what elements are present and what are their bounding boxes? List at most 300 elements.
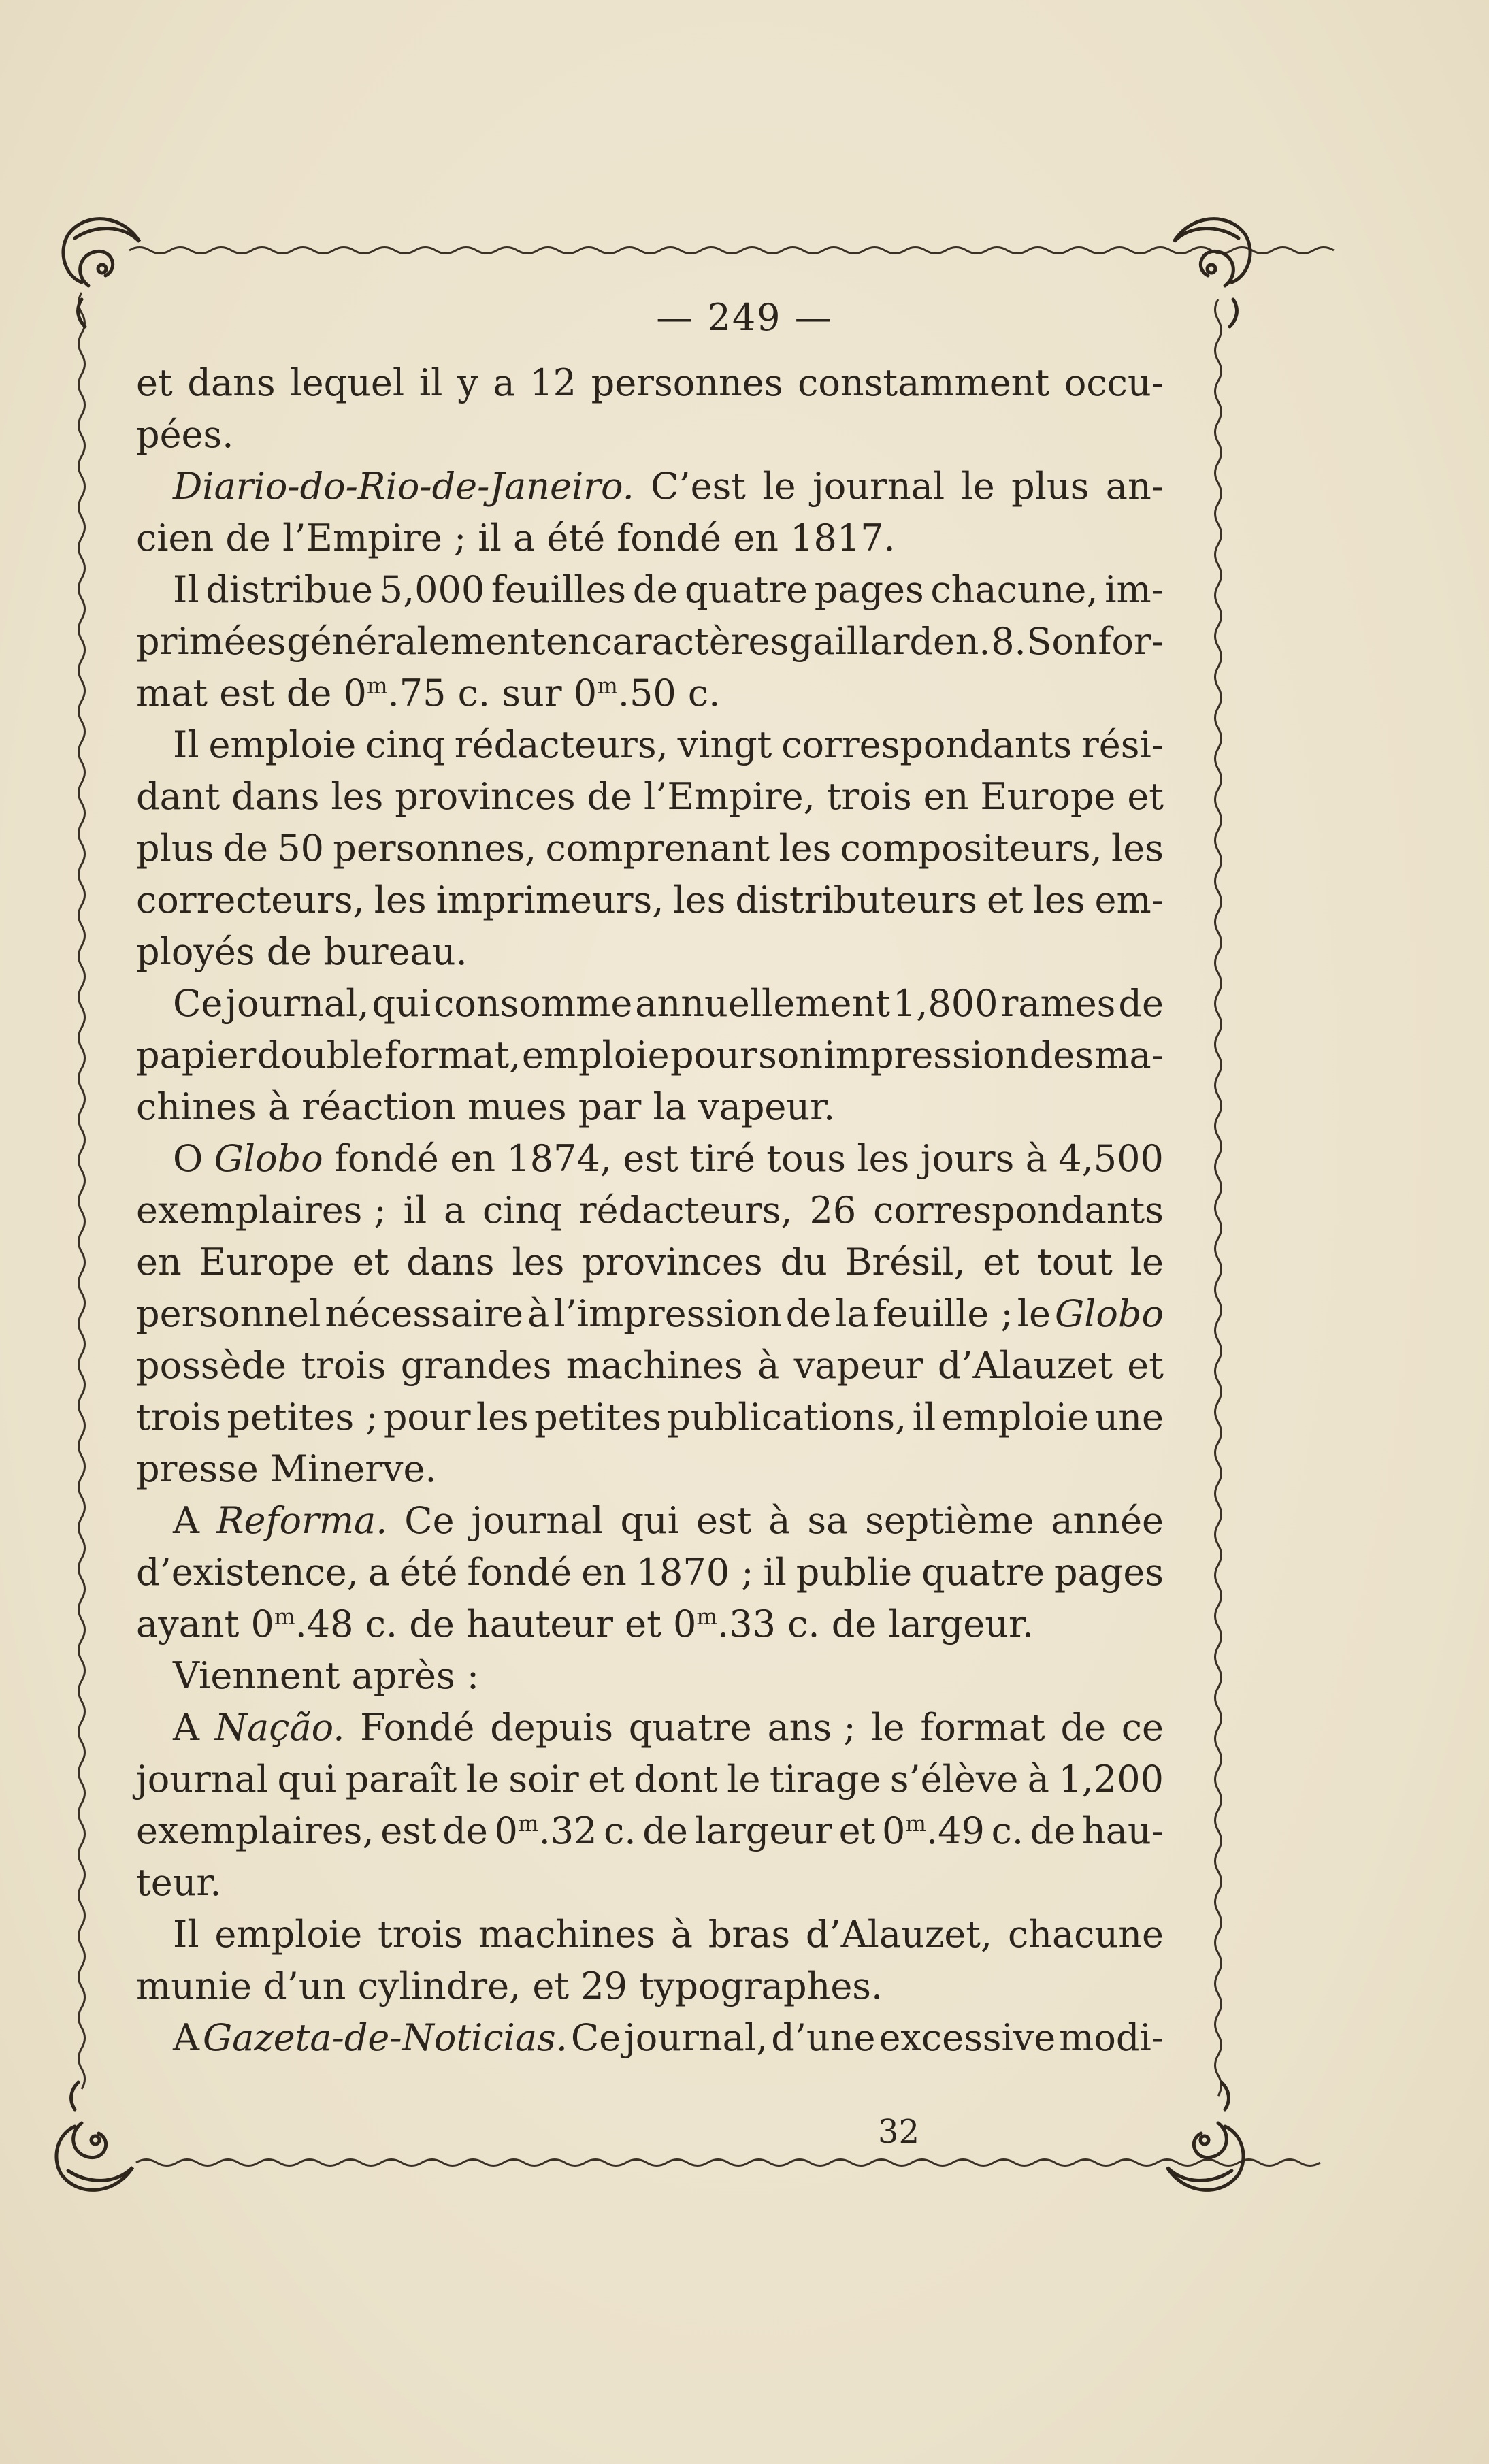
word: O: [173, 1137, 203, 1180]
word: compositeurs,: [840, 827, 1102, 870]
word: de: [286, 672, 332, 714]
word: ce: [1121, 1706, 1164, 1749]
text-line: [136, 1857, 1164, 1909]
word: personnes,: [333, 827, 537, 870]
word: emploie: [214, 1913, 363, 1956]
word: exemplaires,: [136, 1809, 374, 1852]
word: trois: [826, 775, 912, 818]
word: A: [173, 1499, 199, 1542]
word: cinq: [482, 1189, 562, 1232]
word: de: [1118, 982, 1164, 1025]
word: sa: [807, 1499, 849, 1542]
word: son: [758, 1034, 823, 1077]
word: la: [835, 1292, 869, 1335]
word: 1874,: [506, 1137, 612, 1180]
text-line: [136, 1392, 1164, 1443]
word: im-: [1105, 568, 1164, 611]
word: les: [512, 1241, 565, 1283]
word: il: [478, 516, 502, 559]
word: depuis: [490, 1706, 614, 1749]
word: trois: [377, 1913, 463, 1956]
word: impression: [823, 1034, 1029, 1077]
word: 0$^m$.33: [673, 1603, 776, 1645]
word: et: [352, 1241, 389, 1283]
word: hau-: [1081, 1809, 1164, 1852]
word: rédacteurs,: [454, 723, 668, 766]
word: petites: [534, 1396, 661, 1439]
word: chines: [136, 1085, 257, 1128]
word: publie: [796, 1551, 913, 1594]
word: a: [513, 516, 536, 559]
word: à: [527, 1292, 550, 1335]
word: rési-: [1081, 723, 1164, 766]
word: occu-: [1064, 361, 1164, 404]
word: quatre: [685, 568, 808, 611]
word: 0$^m$.75: [343, 672, 446, 714]
word: cien: [136, 516, 214, 559]
text-line: [136, 1340, 1164, 1392]
word: les: [1032, 878, 1085, 921]
text-line: [136, 978, 1164, 1030]
text-line: [136, 1443, 1164, 1495]
word: de: [1030, 1809, 1076, 1852]
word: machines: [566, 1344, 743, 1387]
word: de: [266, 930, 312, 973]
word: il: [912, 1396, 936, 1439]
word: fondé: [617, 516, 722, 559]
word: distributeurs: [735, 878, 977, 921]
word: les: [779, 827, 832, 870]
word: primées: [136, 620, 287, 663]
word: en: [733, 516, 779, 559]
word: en: [450, 1137, 496, 1180]
text-line: [136, 1598, 1164, 1650]
word: presse: [136, 1447, 259, 1490]
word: caractères: [591, 620, 789, 663]
word: 1817.: [790, 516, 896, 559]
word: Diario-do-Rio-de-Janeiro.: [173, 465, 634, 508]
word: à: [267, 1085, 291, 1128]
word: Il: [173, 1913, 199, 1956]
word: 29: [580, 1965, 627, 2007]
word: de: [442, 1809, 488, 1852]
word: bureau.: [323, 930, 468, 973]
word: format,: [384, 1034, 521, 1077]
word: les: [374, 878, 427, 921]
word: 5,000: [379, 568, 485, 611]
word: septième: [865, 1499, 1034, 1542]
word: tirage: [769, 1758, 881, 1801]
word: Ce: [404, 1499, 455, 1542]
word: le: [871, 1706, 905, 1749]
word: et: [1127, 775, 1164, 818]
word: d’une: [771, 2016, 876, 2059]
word: l’impression: [553, 1292, 782, 1335]
text-line: [136, 512, 1164, 564]
text-line: [136, 1805, 1164, 1857]
word: ma-: [1094, 1034, 1164, 1077]
word: tous: [766, 1137, 846, 1180]
word: publications,: [667, 1396, 907, 1439]
word: annuellement: [635, 982, 890, 1025]
word: dont: [634, 1758, 718, 1801]
text-line: [136, 1960, 1164, 2012]
word: à: [1025, 1137, 1047, 1180]
word: journal,: [225, 982, 370, 1025]
word: cinq: [365, 723, 445, 766]
word: teur.: [136, 1861, 222, 1904]
text-line: [136, 564, 1164, 616]
frame-left-wavy-line: [79, 293, 85, 2089]
word: 0$^m$.48: [250, 1603, 354, 1645]
word: pées.: [136, 413, 234, 456]
word: 12: [529, 361, 576, 404]
word: c.: [457, 672, 491, 714]
frame-top-wavy-line: [129, 248, 1334, 254]
word: réaction: [301, 1085, 456, 1128]
word: les: [476, 1396, 529, 1439]
word: provinces: [395, 775, 576, 818]
word: dant: [136, 775, 220, 818]
word: Son: [1026, 620, 1098, 663]
text-line: [136, 823, 1164, 874]
word: ployés: [136, 930, 255, 973]
word: il: [763, 1551, 787, 1594]
word: 1,800: [892, 982, 998, 1025]
word: journal: [471, 1499, 604, 1542]
text-line: [136, 1133, 1164, 1185]
word: année: [1051, 1499, 1164, 1542]
word: à: [768, 1499, 791, 1542]
word: typographes.: [639, 1965, 883, 2007]
text-line: [136, 1288, 1164, 1340]
word: Ce: [570, 2016, 621, 2059]
word: en: [923, 775, 969, 818]
word: les: [673, 878, 726, 921]
word: journal,: [624, 2016, 768, 2059]
word: et: [838, 1809, 876, 1852]
word: une: [1094, 1396, 1164, 1439]
word: chacune: [1007, 1913, 1164, 1956]
word: 4,500: [1058, 1137, 1164, 1180]
word: personnes: [591, 361, 783, 404]
word: à: [670, 1913, 693, 1956]
word: Il: [173, 723, 199, 766]
word: sur: [502, 672, 562, 714]
word: 8.: [991, 620, 1026, 663]
text-line: [136, 1185, 1164, 1236]
word: a: [443, 1189, 466, 1232]
word: grandes: [400, 1344, 552, 1387]
word: distribue: [206, 568, 373, 611]
word: chacune,: [930, 568, 1098, 611]
word: le: [1130, 1241, 1164, 1283]
word: personnel: [136, 1292, 321, 1335]
word: les: [1111, 827, 1164, 870]
word: paraît: [345, 1758, 457, 1801]
word: c.: [687, 672, 721, 714]
text-line: [136, 2012, 1164, 2064]
word: a: [367, 1551, 391, 1594]
text-line: [136, 357, 1164, 409]
text-line: [136, 1754, 1164, 1805]
text-line: [136, 1030, 1164, 1081]
word: c.: [604, 1809, 636, 1852]
word: format: [920, 1706, 1045, 1749]
word: pour: [670, 1034, 757, 1077]
word: comprenant: [545, 827, 770, 870]
word: dans: [231, 775, 320, 818]
word: provinces: [582, 1241, 763, 1283]
word: dans: [406, 1241, 495, 1283]
word: A: [173, 2016, 199, 2059]
word: l’Empire ;: [282, 516, 467, 559]
text-line: [136, 1547, 1164, 1598]
word: exemplaires ;: [136, 1189, 387, 1232]
word: modi-: [1059, 2016, 1164, 2059]
word: Gazeta-de-Noticias.: [202, 2016, 568, 2059]
text-line: [136, 1702, 1164, 1754]
text-line: [136, 1909, 1164, 1960]
word: été: [546, 516, 606, 559]
word: dans: [187, 361, 276, 404]
word: par: [578, 1085, 642, 1128]
word: et: [986, 878, 1024, 921]
word: de: [632, 568, 678, 611]
word: les: [331, 775, 384, 818]
corner-flourish-bottom-left: [56, 2082, 133, 2190]
word: plus: [136, 827, 214, 870]
word: été: [399, 1551, 458, 1594]
word: Nação.: [214, 1706, 345, 1749]
word: est: [623, 1137, 678, 1180]
text-line: [136, 461, 1164, 512]
word: 0$^m$.50: [573, 672, 676, 714]
word: tout: [1037, 1241, 1113, 1283]
word: possède: [136, 1344, 287, 1387]
text-line: [136, 1236, 1164, 1288]
word: et: [532, 1965, 570, 2007]
word: il: [403, 1189, 427, 1232]
text-line: [136, 874, 1164, 926]
word: feuille ;: [872, 1292, 1013, 1335]
word: a: [493, 361, 515, 404]
word: qui: [277, 1758, 337, 1801]
word: C’est: [651, 465, 747, 508]
text-line: [136, 409, 1164, 461]
word: 1,200: [1058, 1758, 1164, 1801]
word: Fondé: [360, 1706, 475, 1749]
word: machines: [478, 1913, 655, 1956]
word: de: [831, 1603, 877, 1645]
word: an-: [1105, 465, 1164, 508]
word: le: [727, 1758, 761, 1801]
word: trois: [136, 1396, 222, 1439]
word: largeur: [694, 1809, 832, 1852]
word: vingt: [677, 723, 772, 766]
text-line: [136, 719, 1164, 771]
word: qui: [372, 982, 431, 1025]
text-line: [136, 1495, 1164, 1547]
word: Reforma.: [216, 1499, 388, 1542]
word: A: [173, 1706, 199, 1749]
word: plus: [1011, 465, 1090, 508]
word: et: [588, 1758, 625, 1801]
word: ayant: [136, 1603, 240, 1645]
word: pages: [814, 568, 924, 611]
word: Brésil,: [845, 1241, 966, 1283]
word: rames: [1000, 982, 1116, 1025]
word: Minerve.: [269, 1447, 437, 1490]
word: d’un: [263, 1965, 346, 2007]
word: est: [380, 1809, 436, 1852]
word: 0$^m$.49: [881, 1809, 985, 1852]
word: trois: [301, 1344, 387, 1387]
word: de: [1060, 1706, 1107, 1749]
word: excessive: [879, 2016, 1056, 2059]
word: à: [757, 1344, 780, 1387]
frame-bottom-wavy-line: [136, 2160, 1320, 2166]
word: emploie: [208, 723, 357, 766]
word: le: [961, 465, 995, 508]
word: la: [653, 1085, 687, 1128]
word: pour: [383, 1396, 471, 1439]
word: qui: [620, 1499, 680, 1542]
word: Europe: [980, 775, 1116, 818]
word: Globo: [1055, 1292, 1164, 1335]
corner-flourish-bottom-right: [1167, 2082, 1243, 2190]
word: c.: [365, 1603, 398, 1645]
word: mues: [467, 1085, 567, 1128]
word: c.: [991, 1809, 1024, 1852]
word: fondé: [334, 1137, 439, 1180]
word: le: [762, 465, 796, 508]
word: en: [545, 620, 591, 663]
word: d’existence,: [136, 1551, 359, 1594]
word: de: [642, 1809, 688, 1852]
word: em-: [1094, 878, 1164, 921]
word: for-: [1098, 620, 1164, 663]
word: du: [780, 1241, 828, 1283]
body-text: [136, 357, 1164, 2064]
word: double: [257, 1034, 384, 1077]
word: en: [136, 1241, 182, 1283]
word: jours: [920, 1137, 1015, 1180]
text-line: [136, 668, 1164, 719]
word: et: [1127, 1344, 1164, 1387]
word: Europe: [199, 1241, 335, 1283]
word: journal: [813, 465, 945, 508]
word: et: [625, 1603, 661, 1645]
word: à: [1027, 1758, 1049, 1801]
word: Viennent: [173, 1654, 340, 1697]
word: consomme: [433, 982, 633, 1025]
word: n.: [955, 620, 991, 663]
word: 50: [277, 827, 325, 870]
word: correcteurs,: [136, 878, 365, 921]
word: quatre: [628, 1706, 752, 1749]
word: en: [581, 1551, 627, 1594]
word: est: [696, 1499, 752, 1542]
word: feuilles: [491, 568, 627, 611]
word: soir: [508, 1758, 579, 1801]
word: munie: [136, 1965, 252, 2007]
word: vapeur: [793, 1344, 923, 1387]
word: pages: [1053, 1551, 1164, 1594]
word: hauteur: [465, 1603, 613, 1645]
word: de: [587, 775, 633, 818]
word: Il: [173, 568, 199, 611]
word: 26: [809, 1189, 857, 1232]
page-number: — 249 —: [656, 296, 833, 339]
word: ans ;: [767, 1706, 856, 1749]
word: emploie: [941, 1396, 1090, 1439]
word: 1870 ;: [636, 1551, 754, 1594]
text-line: [136, 926, 1164, 978]
word: rédacteurs,: [578, 1189, 793, 1232]
word: journal: [136, 1758, 269, 1801]
word: 0$^m$.32: [494, 1809, 598, 1852]
word: il: [419, 361, 443, 404]
word: des: [1029, 1034, 1094, 1077]
word: après :: [351, 1654, 480, 1697]
word: le: [465, 1758, 500, 1801]
word: d’Alauzet,: [805, 1913, 993, 1956]
text-line: [136, 771, 1164, 823]
text-line: [136, 1081, 1164, 1133]
word: et: [136, 361, 173, 404]
word: c.: [787, 1603, 820, 1645]
word: s’élève: [889, 1758, 1019, 1801]
word: vapeur.: [698, 1085, 836, 1128]
word: cylindre,: [357, 1965, 521, 2007]
word: bras: [708, 1913, 791, 1956]
word: généralement: [287, 620, 546, 663]
word: l’Empire,: [643, 775, 815, 818]
word: d’Alauzet: [937, 1344, 1113, 1387]
word: lequel: [290, 361, 405, 404]
word: correspondants: [873, 1189, 1164, 1232]
word: de: [409, 1603, 455, 1645]
word: de: [223, 827, 269, 870]
word: de: [785, 1292, 832, 1335]
word: Globo: [214, 1137, 323, 1180]
word: petites ;: [227, 1396, 378, 1439]
signature-mark: 32: [878, 2113, 920, 2151]
word: constamment: [798, 361, 1050, 404]
word: tiré: [689, 1137, 755, 1180]
word: emploie: [521, 1034, 670, 1077]
word: correspondants: [781, 723, 1073, 766]
word: imprimeurs,: [436, 878, 664, 921]
word: de: [225, 516, 271, 559]
word: quatre: [921, 1551, 1045, 1594]
word: le: [1017, 1292, 1051, 1335]
word: est: [219, 672, 275, 714]
text-line: [136, 1650, 1164, 1702]
word: les: [857, 1137, 910, 1180]
word: Ce: [173, 982, 223, 1025]
word: papier: [136, 1034, 257, 1077]
frame-right-wavy-line: [1215, 299, 1222, 2096]
word: nécessaire: [325, 1292, 524, 1335]
text-line: [136, 616, 1164, 668]
word: mat: [136, 672, 208, 714]
word: largeur.: [888, 1603, 1034, 1645]
word: et: [983, 1241, 1020, 1283]
word: gaillarde: [789, 620, 955, 663]
word: y: [457, 361, 478, 404]
